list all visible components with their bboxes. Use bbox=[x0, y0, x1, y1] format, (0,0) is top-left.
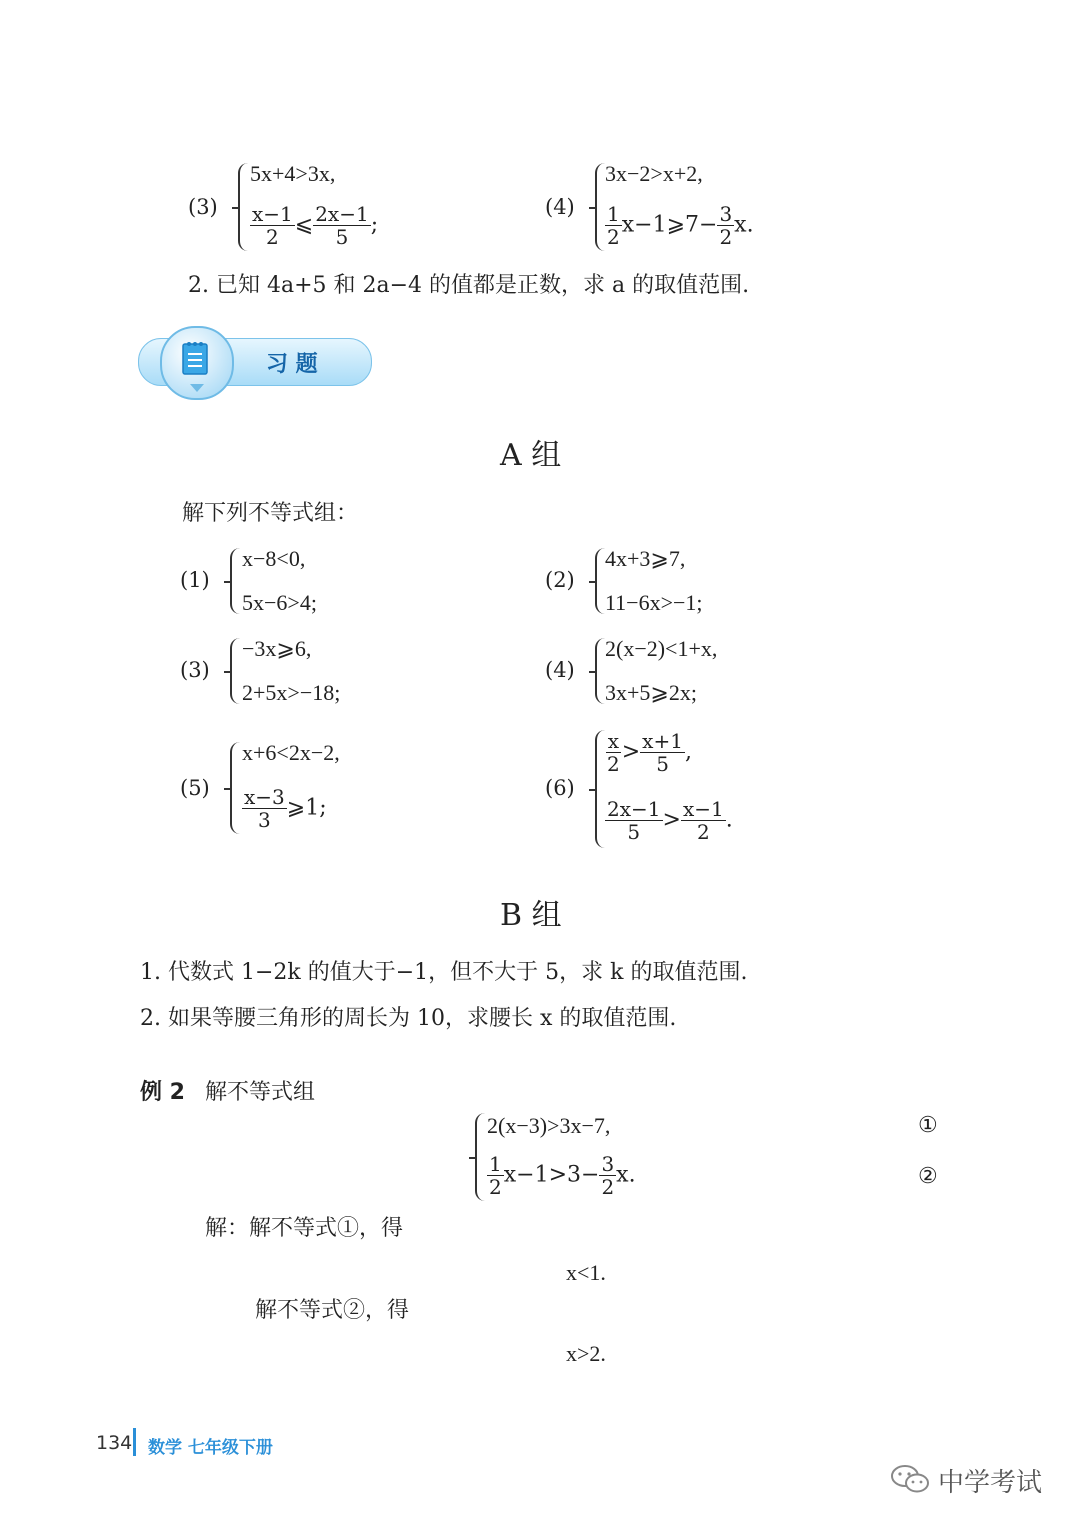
inequality-line-2 bbox=[242, 786, 327, 831]
fraction-numerator: 3 bbox=[601, 1152, 615, 1176]
punct: . bbox=[725, 807, 733, 833]
fraction-denominator: 2 bbox=[607, 225, 620, 249]
inequality-line: 2+5x>−18; bbox=[242, 680, 341, 705]
example-title: 解不等式组 bbox=[205, 1080, 316, 1105]
fraction-denominator: 2 bbox=[489, 1175, 502, 1199]
inequality-line: −3x⩾6, bbox=[242, 636, 312, 661]
fraction-numerator: 3 bbox=[719, 202, 733, 226]
relation: > bbox=[621, 739, 641, 765]
fraction-denominator: 2 bbox=[601, 1175, 615, 1199]
exercises-badge bbox=[138, 330, 370, 392]
book-title: 数学 七年级下册 bbox=[148, 1438, 273, 1458]
solution-result-1: x<1. bbox=[566, 1260, 606, 1285]
item-label: (6) bbox=[545, 776, 575, 800]
inequality-line-2 bbox=[487, 1153, 636, 1198]
fraction-denominator: 5 bbox=[656, 752, 669, 776]
relation: > bbox=[662, 807, 681, 833]
item-label: (5) bbox=[180, 776, 210, 800]
inequality-line: x+6<2x−2, bbox=[242, 740, 340, 765]
marker-1: ① bbox=[918, 1113, 938, 1138]
inequality-line-2 bbox=[605, 203, 754, 248]
badge-label: 习 题 bbox=[266, 352, 318, 377]
fraction-denominator: 3 bbox=[258, 808, 271, 832]
expr: ⩾1; bbox=[286, 795, 327, 821]
fraction-denominator: 2 bbox=[696, 820, 710, 844]
group-a-heading: A 组 bbox=[500, 438, 562, 473]
inequality-line: 5x−6>4; bbox=[242, 590, 317, 615]
item-label: (1) bbox=[180, 568, 210, 592]
inequality-line: 3x−2>x+2, bbox=[605, 161, 703, 186]
practice-question-2: 2. 已知 4a+5 和 2a−4 的值都是正数，求 a 的取值范围. bbox=[188, 273, 750, 298]
fraction-numerator: 2x−1 bbox=[607, 797, 661, 821]
inequality-line: 3x+5⩾2x; bbox=[605, 680, 697, 705]
inequality-line: 2(x−2)<1+x, bbox=[605, 636, 718, 661]
page-number: 134 bbox=[96, 1432, 133, 1454]
badge-pointer-icon bbox=[190, 384, 204, 392]
relation: ⩽ bbox=[294, 212, 314, 238]
footer-divider bbox=[133, 1428, 136, 1456]
inequality-line: 2(x−3)>3x−7, bbox=[487, 1113, 611, 1138]
inequality-line-1 bbox=[605, 730, 692, 775]
fraction-numerator: x+1 bbox=[642, 729, 683, 753]
fraction-numerator: 1 bbox=[489, 1152, 502, 1176]
expr: x−1>3− bbox=[503, 1162, 600, 1188]
solution-result-2: x>2. bbox=[566, 1341, 606, 1366]
group-b-question-1: 1. 代数式 1−2k 的值大于−1，但不大于 5，求 k 的取值范围. bbox=[140, 960, 748, 985]
fraction-numerator: 1 bbox=[607, 202, 620, 226]
example-label: 例 2 bbox=[140, 1080, 185, 1105]
item-label: (3) bbox=[180, 658, 210, 682]
fraction-denominator: 2 bbox=[266, 225, 279, 249]
fraction-numerator: x−1 bbox=[252, 202, 293, 226]
inequality-line: 11−6x>−1; bbox=[605, 590, 703, 615]
fraction-numerator: 2x−1 bbox=[315, 202, 369, 226]
item-label: (3) bbox=[188, 195, 218, 219]
punct: ; bbox=[370, 212, 379, 238]
inequality-line: 4x+3⩾7, bbox=[605, 546, 686, 571]
inequality-line: 5x+4>3x, bbox=[250, 161, 336, 186]
inequality-line-2 bbox=[605, 798, 733, 843]
punct: x. bbox=[616, 1162, 636, 1188]
group-b-question-2: 2. 如果等腰三角形的周长为 10，求腰长 x 的取值范围. bbox=[140, 1006, 677, 1031]
inequality-line: x−8<0, bbox=[242, 546, 306, 571]
group-b-heading: B 组 bbox=[500, 898, 562, 933]
item-label: (2) bbox=[545, 568, 575, 592]
inequality-line-2 bbox=[250, 203, 378, 248]
item-label: (4) bbox=[545, 195, 575, 219]
watermark-text: 中学考试 bbox=[938, 1468, 1043, 1498]
fraction-numerator: x bbox=[607, 729, 619, 753]
solution-step-2: 解不等式②，得 bbox=[255, 1298, 410, 1323]
fraction-denominator: 2 bbox=[719, 225, 733, 249]
fraction-denominator: 2 bbox=[607, 752, 620, 776]
group-a-intro: 解下列不等式组： bbox=[182, 501, 359, 526]
wechat-icon bbox=[890, 1462, 932, 1496]
punct: x. bbox=[734, 212, 754, 238]
fraction-denominator: 5 bbox=[627, 820, 641, 844]
item-label: (4) bbox=[545, 658, 575, 682]
punct: , bbox=[684, 739, 692, 765]
fraction-numerator: x−1 bbox=[682, 797, 724, 821]
notepad-icon bbox=[180, 340, 210, 380]
fraction-numerator: x−3 bbox=[244, 785, 285, 809]
solution-step-1: 解：解不等式①，得 bbox=[205, 1216, 404, 1241]
marker-2: ② bbox=[918, 1164, 938, 1189]
expr: x−1⩾7− bbox=[621, 212, 718, 238]
fraction-denominator: 5 bbox=[335, 225, 349, 249]
